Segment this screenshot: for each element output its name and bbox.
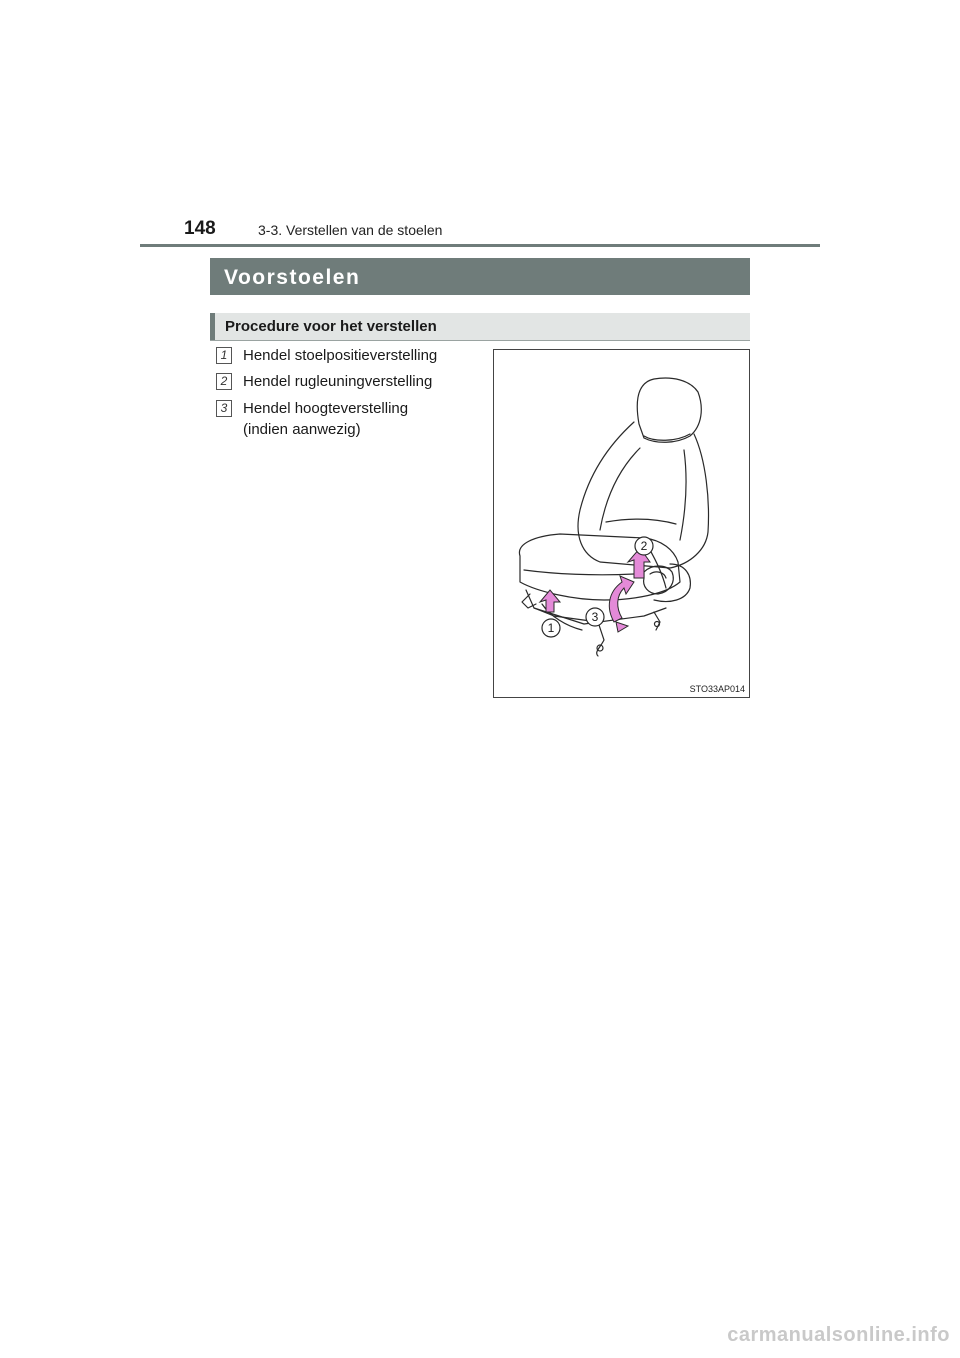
item-text-3b: (indien aanwezig) — [243, 421, 361, 438]
section-banner: Voorstoelen — [210, 258, 750, 295]
item-text-3: Hendel hoogteverstelling — [243, 400, 409, 417]
callout-2: 2 — [640, 539, 648, 553]
item-number-1: 1 — [216, 347, 232, 364]
page-number: 148 — [184, 218, 216, 239]
item-text-1: Hendel stoelpositieverstelling — [243, 347, 438, 364]
callout-3: 3 — [591, 610, 599, 624]
figure-code: STO33AP014 — [689, 684, 745, 694]
item-number-2: 2 — [216, 373, 232, 390]
subheading-rule — [210, 340, 750, 341]
item-text-2: Hendel rugleuningverstelling — [243, 373, 433, 390]
callout-1: 1 — [547, 621, 555, 635]
watermark: carmanualsonline.info — [727, 1324, 950, 1346]
seat-drawing — [494, 350, 749, 697]
section-title: 3-3. Verstellen van de stoelen — [258, 222, 443, 238]
header-rule — [140, 244, 820, 247]
item-number-3: 3 — [216, 400, 232, 417]
seat-illustration — [493, 349, 750, 698]
subheading: Procedure voor het verstellen — [210, 313, 750, 340]
